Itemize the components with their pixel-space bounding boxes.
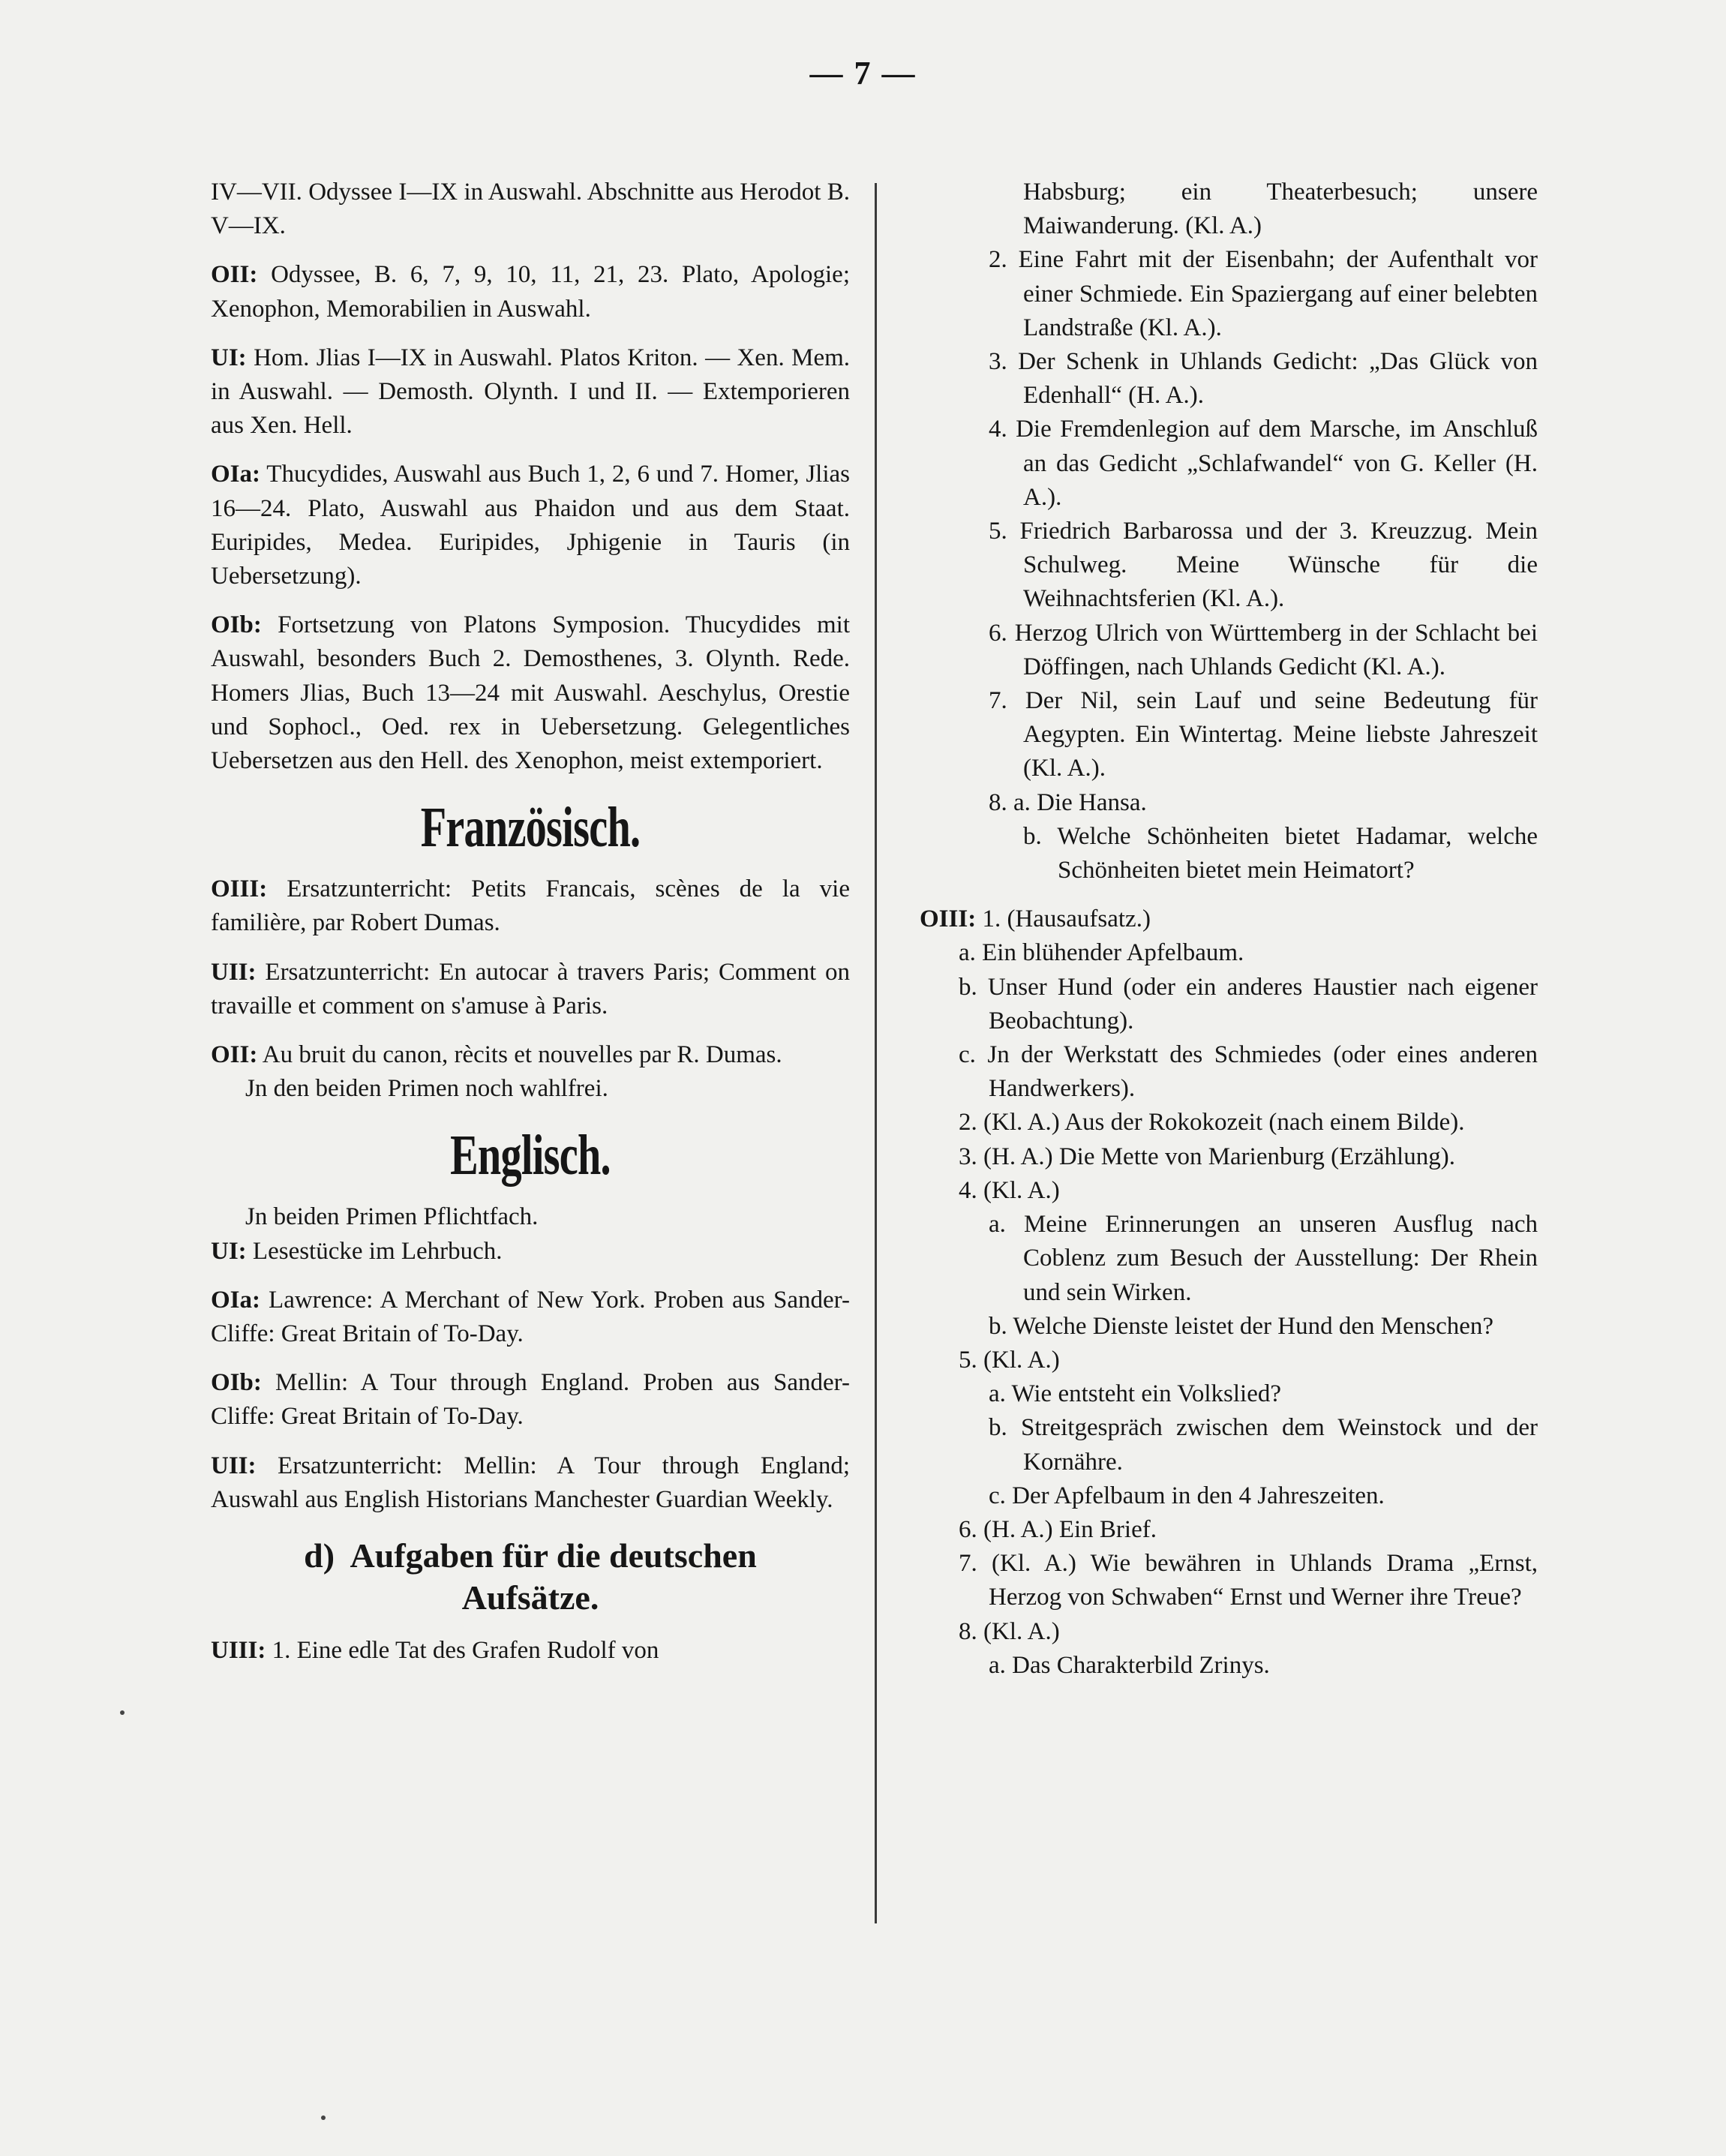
uiii-topic-8a: 8. a. Die Hansa. (989, 788, 1147, 816)
english-heading: Englisch. (450, 1124, 611, 1188)
grade-label: UI: (211, 1237, 247, 1265)
english-section-ui: UI: Lesestücke im Lehrbuch. (211, 1237, 503, 1265)
greek-section-oib: OIb: Fortsetzung von Platons Symposion. Thucydides mit Auswahl, besonders Buch 2. Demosthenes, 3. Olynth. Rede. Homers Jlias, Buch 13—24 mit Auswahl. Aeschylus, Orestie und Sophocl., Oed. rex in Uebersetzung. Gelegentliches Uebersetzen aus den Hell. des Xenophon, meist extemporiert. (211, 611, 850, 775)
french-section-oii: OII: Au bruit du canon, rècits et nouvelles par R. Dumas. (211, 1041, 782, 1069)
oiii-topic-3: 3. (H. A.) Die Mette von Marienburg (Erzählung). (959, 1143, 1455, 1170)
grade-label: OIa: (211, 1286, 260, 1314)
essays-heading (211, 1535, 850, 1619)
grade-label: UIII: (211, 1637, 266, 1665)
oiii-topic-5: 5. (Kl. A.) (959, 1346, 1060, 1374)
uiii-topic-5: 5. Friedrich Barbarossa und der 3. Kreuzzug. Mein Schulweg. Meine Wünsche für die Weihnachtsferien (Kl. A.). (989, 518, 1538, 613)
uiii-topic-8b: b. Welche Schönheiten bietet Hadamar, welche Schönheiten bietet mein Heimatort? (1023, 822, 1538, 884)
greek-intro: IV—VII. Odyssee I—IX in Auswahl. Abschnitte aus Herodot B. V—IX. (211, 179, 850, 240)
grade-label: OII: (211, 1041, 258, 1069)
english-section-oia: OIa: Lawrence: A Merchant of New York. Proben aus Sander-Cliffe: Great Britain of To-Day. (211, 1286, 851, 1348)
oiii-topic-1b: b. Unser Hund (oder ein anderes Haustier nach eigener Beobachtung). (959, 973, 1538, 1034)
greek-section-ui: UI: Hom. Jlias I—IX in Auswahl. Platos Kriton. — Xen. Mem. in Auswahl. — Demosth. Olynth. I und II. — Extemporieren aus Xen. Hell. (211, 344, 851, 440)
uiii-first-topic: UIII: 1. Eine edle Tat des Grafen Rudolf von (211, 1637, 659, 1665)
french-section-uii: UII: Ersatzunterricht: En autocar à travers Paris; Comment on travaille et comment on s'amuse à Paris. (211, 958, 851, 1019)
oiii-topic-5b: b. Streitgespräch zwischen dem Weinstock und der Kornähre. (989, 1414, 1538, 1476)
english-section-uii: UII: Ersatzunterricht: Mellin: A Tour through England; Auswahl aus English Historians Manchester Guardian Weekly. (211, 1452, 850, 1513)
oiii-topic-4a: a. Meine Erinnerungen an unseren Ausflug nach Coblenz zum Besuch der Ausstellung: Der Rhein und sein Wirken. (989, 1211, 1538, 1306)
grade-label: UII: (211, 958, 257, 986)
uiii-topic-6: 6. Herzog Ulrich von Württemberg in der Schlacht bei Döffingen, nach Uhlands Gedicht (Kl. A.). (989, 619, 1538, 680)
oiii-topic-5c: c. Der Apfelbaum in den 4 Jahreszeiten. (989, 1482, 1385, 1509)
oiii-topic-4b: b. Welche Dienste leistet der Hund den Menschen? (989, 1312, 1494, 1340)
right-column (920, 176, 1538, 1683)
column-divider (875, 183, 877, 1923)
oiii-topic-7: 7. (Kl. A.) Wie bewähren in Uhlands Drama „Ernst, Herzog von Schwaben“ Ernst und Werner ihre Treue? (959, 1550, 1538, 1611)
oiii-topic-8: 8. (Kl. A.) (959, 1617, 1060, 1645)
oiii-topic-8a: a. Das Charakterbild Zrinys. (989, 1651, 1270, 1679)
left-column (211, 176, 850, 1668)
grade-label: OIII: (211, 875, 268, 903)
greek-section-oia: OIa: Thucydides, Auswahl aus Buch 1, 2, 6 und 7. Homer, Jlias 16—24. Plato, Auswahl aus Phaidon und aus dem Staat. Euripides, Medea. Euripides, Jphigenie in Tauris (in Uebersetzung). (211, 461, 851, 590)
uiii-topic-4: 4. Die Fremdenlegion auf dem Marsche, im Anschluß an das Gedicht „Schlafwandel“ von G. Keller (H. A.). (989, 416, 1538, 511)
french-note: Jn den beiden Primen noch wahlfrei. (245, 1075, 608, 1103)
oiii-topic-6: 6. (H. A.) Ein Brief. (959, 1515, 1157, 1543)
essays-heading-line1: d) Aufgaben für die deutschen (304, 1536, 757, 1575)
grade-label: OII: (211, 261, 258, 289)
oiii-topic-4: 4. (Kl. A.) (959, 1176, 1060, 1204)
oiii-topic-1c: c. Jn der Werkstatt des Schmiedes (oder eines anderen Handwerkers). (959, 1041, 1538, 1103)
english-section-oib: OIb: Mellin: A Tour through England. Proben aus Sander-Cliffe: Great Britain of To-Day. (211, 1369, 850, 1431)
french-heading: Französisch. (420, 796, 641, 860)
oiii-topic-1a: a. Ein blühender Apfelbaum. (959, 939, 1244, 967)
uiii-topic-7: 7. Der Nil, sein Lauf und seine Bedeutung für Aegypten. Ein Wintertag. Meine liebste Jahreszeit (Kl. A.). (989, 687, 1538, 782)
essays-heading-line2: Aufsätze. (461, 1578, 599, 1617)
uiii-topic-3: 3. Der Schenk in Uhlands Gedicht: „Das Glück von Edenhall“ (H. A.). (989, 348, 1538, 410)
oiii-topic-5a: a. Wie entsteht ein Volkslied? (989, 1380, 1282, 1408)
grade-label: OIII: (920, 905, 977, 933)
greek-section-oii: OII: Odyssee, B. 6, 7, 9, 10, 11, 21, 23. Plato, Apologie; Xenophon, Memorabilien in Auswahl. (211, 261, 850, 323)
oiii-topic-1: OIII: 1. (Hausaufsatz.) (920, 905, 1151, 933)
ink-speck (120, 1710, 125, 1715)
oiii-topic-2: 2. (Kl. A.) Aus der Rokokozeit (nach einem Bilde). (959, 1109, 1465, 1137)
grade-label: OIa: (211, 461, 260, 488)
uiii-topic-2: 2. Eine Fahrt mit der Eisenbahn; der Aufenthalt vor einer Schmiede. Ein Spaziergang auf einer belebten Landstraße (Kl. A.). (989, 246, 1538, 341)
english-note: Jn beiden Primen Pflichtfach. (245, 1203, 539, 1231)
page-number: — 7 — (809, 55, 917, 92)
uiii-continuation: Habsburg; ein Theaterbesuch; unsere Maiwanderung. (Kl. A.) (1023, 179, 1538, 240)
french-section-oiii: OIII: Ersatzunterricht: Petits Francais, scènes de la vie familière, par Robert Dumas. (211, 875, 850, 937)
grade-label: UI: (211, 344, 247, 371)
ink-speck (321, 2115, 326, 2120)
grade-label: OIb: (211, 1369, 262, 1397)
grade-label: OIb: (211, 611, 262, 639)
grade-label: UII: (211, 1452, 257, 1479)
